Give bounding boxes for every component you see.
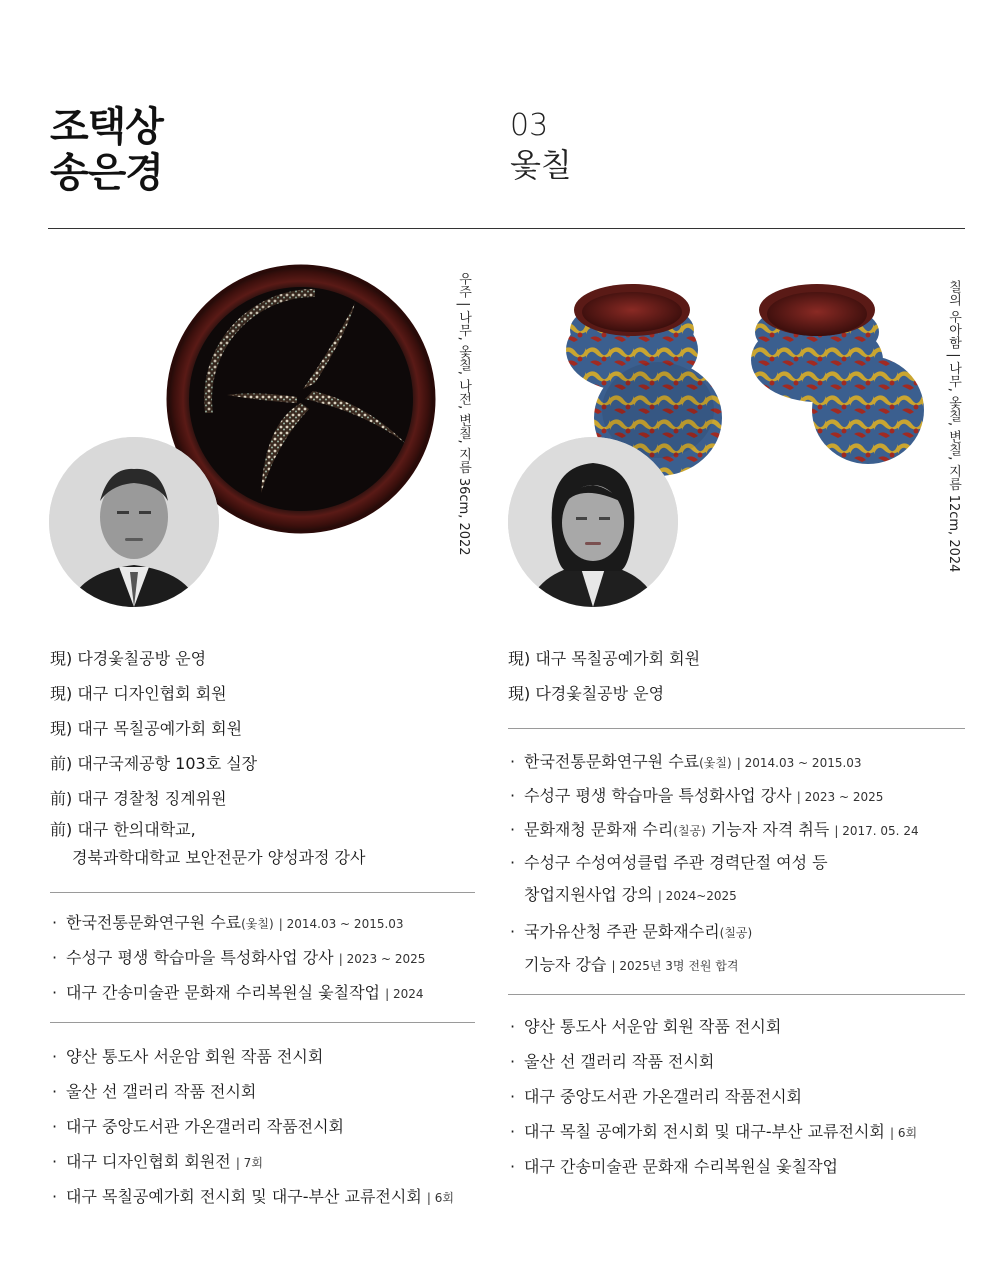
header-divider [48,228,965,229]
left-divider-2 [50,1022,475,1023]
list-item: · 문화재청 문화재 수리(칠공) 기능자 자격 취득 | 2017. 05. 24 [508,813,965,847]
list-item: · 대구 목칠 공예가회 전시회 및 대구-부산 교류전시회 | 6회 [508,1114,965,1149]
list-item: · 울산 선 갤러리 작품 전시회 [50,1074,475,1109]
list-item: · 대구 중앙도서관 가온갤러리 작품전시회 [508,1079,965,1114]
right-bio-column [508,641,965,1184]
right-role: 現) 다경옻칠공방 운영 [508,684,665,703]
list-item: · 울산 선 갤러리 작품 전시회 [508,1044,965,1079]
list-item: · 대구 간송미술관 문화재 수리복원실 옻칠작업 | 2024 [50,975,475,1010]
chapter-heading [510,108,572,186]
list-item: · 대구 디자인협회 회원전 | 7회 [50,1144,475,1179]
list-item: · 양산 통도사 서운암 회원 작품 전시회 [508,1009,965,1044]
left-role: 前) 대구 한의대학교, [50,820,196,839]
list-item: · 대구 목칠공예가회 전시회 및 대구-부산 교류전시회 | 6회 [50,1179,475,1214]
chapter-number: 03 [510,108,549,143]
left-exhibition-list [50,1039,475,1214]
left-divider-1 [50,892,475,893]
left-role: 現) 다경옻칠공방 운영 [50,649,207,668]
left-role: 現) 대구 목칠공예가회 회원 [50,719,243,738]
list-item: · 대구 중앙도서관 가온갤러리 작품전시회 [50,1109,475,1144]
female-portrait-image [508,437,678,607]
list-item: · 수성구 수성여성클럽 주관 경력단절 여성 등 창업지원사업 강의 | 2024~2025 [508,847,965,912]
right-divider-2 [508,994,965,995]
right-artwork-caption: 칠의 우아함 | 나무, 옻칠, 변칠, 지름 12cm, 2024 [946,280,961,573]
left-role: 前) 대구국제공항 103호 실장 [50,754,258,773]
chapter-title: 옻칠 [510,146,572,184]
list-item: · 한국전통문화연구원 수료(옻칠) | 2014.03 ~ 2015.03 [508,745,965,779]
right-divider-1 [508,728,965,729]
left-role: 前) 대구 경찰청 징계위원 [50,789,227,808]
list-item: · 국가유산청 주관 문화재수리(칠공) 기능자 강습 | 2025년 3명 전원 합격 [508,916,965,982]
artist-names [50,104,163,196]
left-bio-column [50,641,475,1214]
male-portrait-image [49,437,219,607]
list-item: · 한국전통문화연구원 수료(옻칠) | 2014.03 ~ 2015.03 [50,905,475,940]
right-role: 現) 대구 목칠공예가회 회원 [508,649,701,668]
artist-name-2: 송은경 [50,150,163,196]
list-item: · 수성구 평생 학습마을 특성화사업 강사 | 2023 ~ 2025 [50,940,475,975]
artist-name-1: 조택상 [50,104,163,150]
list-item: · 양산 통도사 서운암 회원 작품 전시회 [50,1039,475,1074]
list-item: · 대구 간송미술관 문화재 수리복원실 옻칠작업 [508,1149,965,1184]
left-artwork-caption: 우주 | 나무, 옻칠, 나전, 변칠, 지름 36cm, 2022 [456,272,471,556]
list-item: · 수성구 평생 학습마을 특성화사업 강사 | 2023 ~ 2025 [508,779,965,813]
left-education-list [50,905,475,1010]
left-role: 경북과학대학교 보안전문가 양성과정 강사 [72,848,366,867]
left-role: 現) 대구 디자인협회 회원 [50,684,227,703]
right-education-list [508,745,965,982]
right-exhibition-list [508,1009,965,1184]
